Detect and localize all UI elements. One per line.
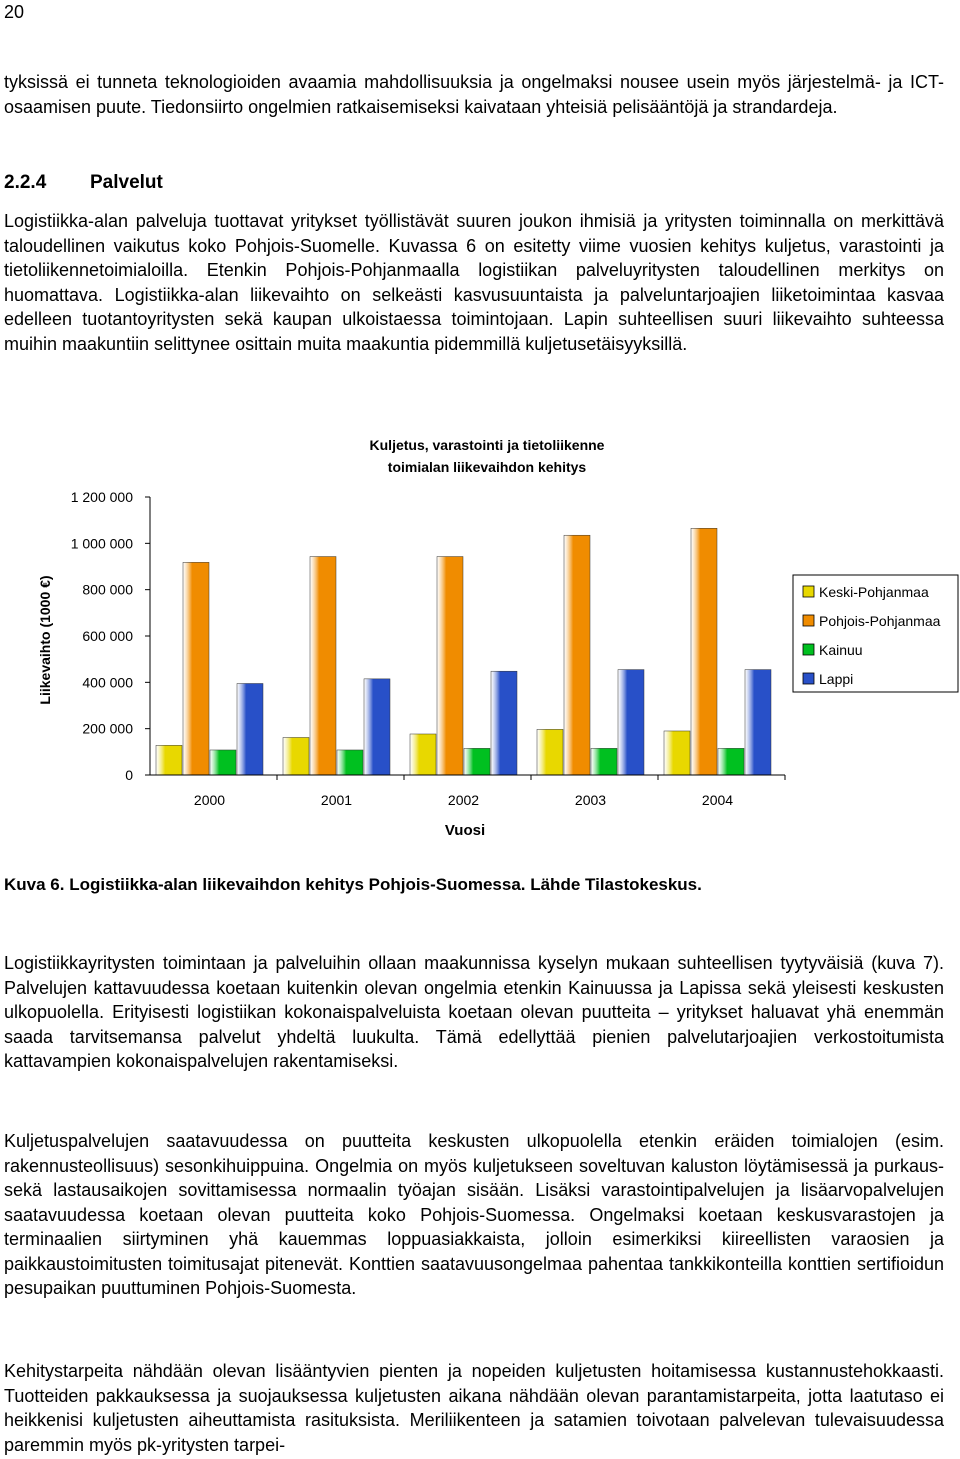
bar-2004-keski-pohjanmaa xyxy=(664,731,690,775)
section-number: 2.2.4 xyxy=(4,172,47,193)
revenue-bar-chart xyxy=(0,425,960,855)
y-tick-label: 1 000 000 xyxy=(70,535,133,552)
bar-2004-lappi xyxy=(745,670,771,775)
bar-2004-pohjois-pohjanmaa xyxy=(691,528,717,775)
legend-label-lappi: Lappi xyxy=(819,671,854,687)
legend-label-keski-pohjanmaa: Keski-Pohjanmaa xyxy=(819,584,929,600)
x-axis-label: Vuosi xyxy=(444,822,486,839)
section-heading xyxy=(4,172,163,194)
x-axis xyxy=(150,775,785,808)
x-tick-label: 2002 xyxy=(447,792,480,808)
bar-2001-keski-pohjanmaa xyxy=(283,737,309,775)
legend-swatch-pohjois-pohjanmaa xyxy=(803,615,814,626)
y-tick-label: 600 000 xyxy=(82,628,133,644)
bar-2003-lappi xyxy=(618,670,644,775)
y-tick-label: 800 000 xyxy=(82,581,133,598)
bar-2000-lappi xyxy=(237,683,263,775)
intro-paragraph: tyksissä ei tunneta teknologioiden avaamia mahdollisuuksia ja ongelmaksi nousee usein myös järjestelmä- ja ICT-osaamisen puute. Tiedonsiirto ongelmien ratkaisemiseksi kaivataan yhteisiä pelisääntöjä ja strandardeja. xyxy=(4,72,944,117)
y-tick-label: 200 000 xyxy=(82,720,133,737)
y-tick-label: 400 000 xyxy=(82,674,133,691)
legend-label-kainuu: Kainuu xyxy=(819,642,863,658)
bar-2002-kainuu xyxy=(464,748,490,775)
paragraph-1: Logistiikkayritysten toimintaan ja palveluihin ollaan maakunnissa kyselyn mukaan suhteellisen tyytyväisiä (kuva 7). Palvelujen kattavuudessa koetaan kuitenkin olevan ongelmia etenkin Kainuussa ja Lapissa sekä yleisesti keskusten ulkopuolella. Erityisesti logistiikan kokonaispalveluista koetaan olevan puutteita – yritykset haluavat yhä enemmän saada tarvitsemansa palvelut yhdeltä luukulta. Tämä edellyttää pienien palvelutarjoajien verkostoitumista kattavampien kokonaispalvelujen rakentamiseksi. xyxy=(4,953,944,1071)
x-tick-label: 2000 xyxy=(193,792,226,808)
section-title: Palvelut xyxy=(90,172,163,193)
bar-2000-kainuu xyxy=(210,750,236,775)
y-axis-label: Liikevaihto (1000 €) xyxy=(37,575,53,705)
legend-swatch-kainuu xyxy=(803,644,814,655)
bar-2001-pohjois-pohjanmaa xyxy=(310,557,336,775)
chart-title-line1: Kuljetus, varastointi ja tietoliikenne xyxy=(369,437,605,453)
bar-2001-kainuu xyxy=(337,750,363,775)
figure-caption: Kuva 6. Logistiikka-alan liikevaihdon kehitys Pohjois-Suomessa. Lähde Tilastokeskus. xyxy=(4,875,702,894)
bar-2000-keski-pohjanmaa xyxy=(156,745,182,775)
legend xyxy=(793,575,958,692)
y-axis xyxy=(71,489,150,783)
bar-2002-pohjois-pohjanmaa xyxy=(437,557,463,775)
bars xyxy=(156,528,771,775)
bar-2002-lappi xyxy=(491,671,517,775)
bar-2001-lappi xyxy=(364,679,390,775)
page-number: 20 xyxy=(4,2,25,22)
bar-2000-pohjois-pohjanmaa xyxy=(183,562,209,775)
bar-2002-keski-pohjanmaa xyxy=(410,734,436,775)
paragraph-2: Kuljetuspalvelujen saatavuudessa on puutteita keskusten ulkopuolella etenkin eräiden toimialojen (esim. rakennusteollisuus) sesonkihuippuina. Ongelmia on myös kuljetukseen soveltuvan kaluston löytämisessä ja purkaus- sekä lastausaikojen sovittamisessa normaalin työajan sisään. Lisäksi varastointipalvelujen ja lisäarvopalvelujen saatavuudessa koetaan olevan puutteita koko Pohjois-Suomessa. Ongelmaksi koetaan keskusvarastojen ja terminaalien siirtyminen yhä kauemmas loppuasiakkaista, jolloin esimerkiksi kiireellisten varaosien ja paikkaustoimitusten toimitusajat pitenevät. Konttien saatavuusongelmaa pahentaa tankkikonteilla konttien sertifioidun pesupaikan puuttuminen Pohjois-Suomesta. xyxy=(4,1131,944,1298)
x-tick-label: 2003 xyxy=(574,792,607,808)
legend-swatch-lappi xyxy=(803,673,814,684)
bar-2003-pohjois-pohjanmaa xyxy=(564,535,590,775)
paragraph-3: Kehitystarpeita nähdään olevan lisääntyvien pienten ja nopeiden kuljetusten hoitamisessa kustannustehokkaasti. Tuotteiden pakkauksessa ja suojauksessa kuljetusten aikana nähdään olevan parantamistarpeita, jotta laatutaso ei heikkenisi kuljetusten aiheuttamista rasituksista. Meriliikenteen ja satamien toivotaan palvelevan tulevaisuudessa paremmin myös pk-yritysten tarpei- xyxy=(4,1361,944,1455)
y-tick-label: 1 200 000 xyxy=(70,489,133,505)
x-tick-label: 2001 xyxy=(320,792,353,808)
chart-title-line2: toimialan liikevaihdon kehitys xyxy=(387,459,587,475)
bar-2003-kainuu xyxy=(591,748,617,775)
legend-label-pohjois-pohjanmaa: Pohjois-Pohjanmaa xyxy=(819,613,941,629)
legend-swatch-keski-pohjanmaa xyxy=(803,586,814,597)
y-tick-label: 0 xyxy=(125,767,133,783)
x-tick-label: 2004 xyxy=(701,792,734,808)
bar-2003-keski-pohjanmaa xyxy=(537,729,563,775)
section-paragraph: Logistiikka-alan palveluja tuottavat yritykset työllistävät suuren joukon ihmisiä ja yritysten toiminnalla on merkittävä taloudellinen vaikutus koko Pohjois-Suomelle. Kuvassa 6 on esitetty viime vuosien kehitys kuljetus, varastointi ja tietoliikennetoimialoilla. Etenkin Pohjois-Pohjanmaalla logistiikan palveluyritysten taloudellinen merkitys on huomattava. Logistiikka-alan liikevaihto on selkeästi kasvusuuntaista ja palveluntarjoajien liiketoimintaa kasvaa edelleen tuotantoyritysten sekä kaupan ulkoistaessa toimintojaan. Lapin suhteellisen suuri liikevaihto suhteessa muihin maakuntiin selittynee osittain muita maakuntia pidemmillä kuljetusetäisyyksillä. xyxy=(4,211,944,354)
bar-2004-kainuu xyxy=(718,748,744,775)
